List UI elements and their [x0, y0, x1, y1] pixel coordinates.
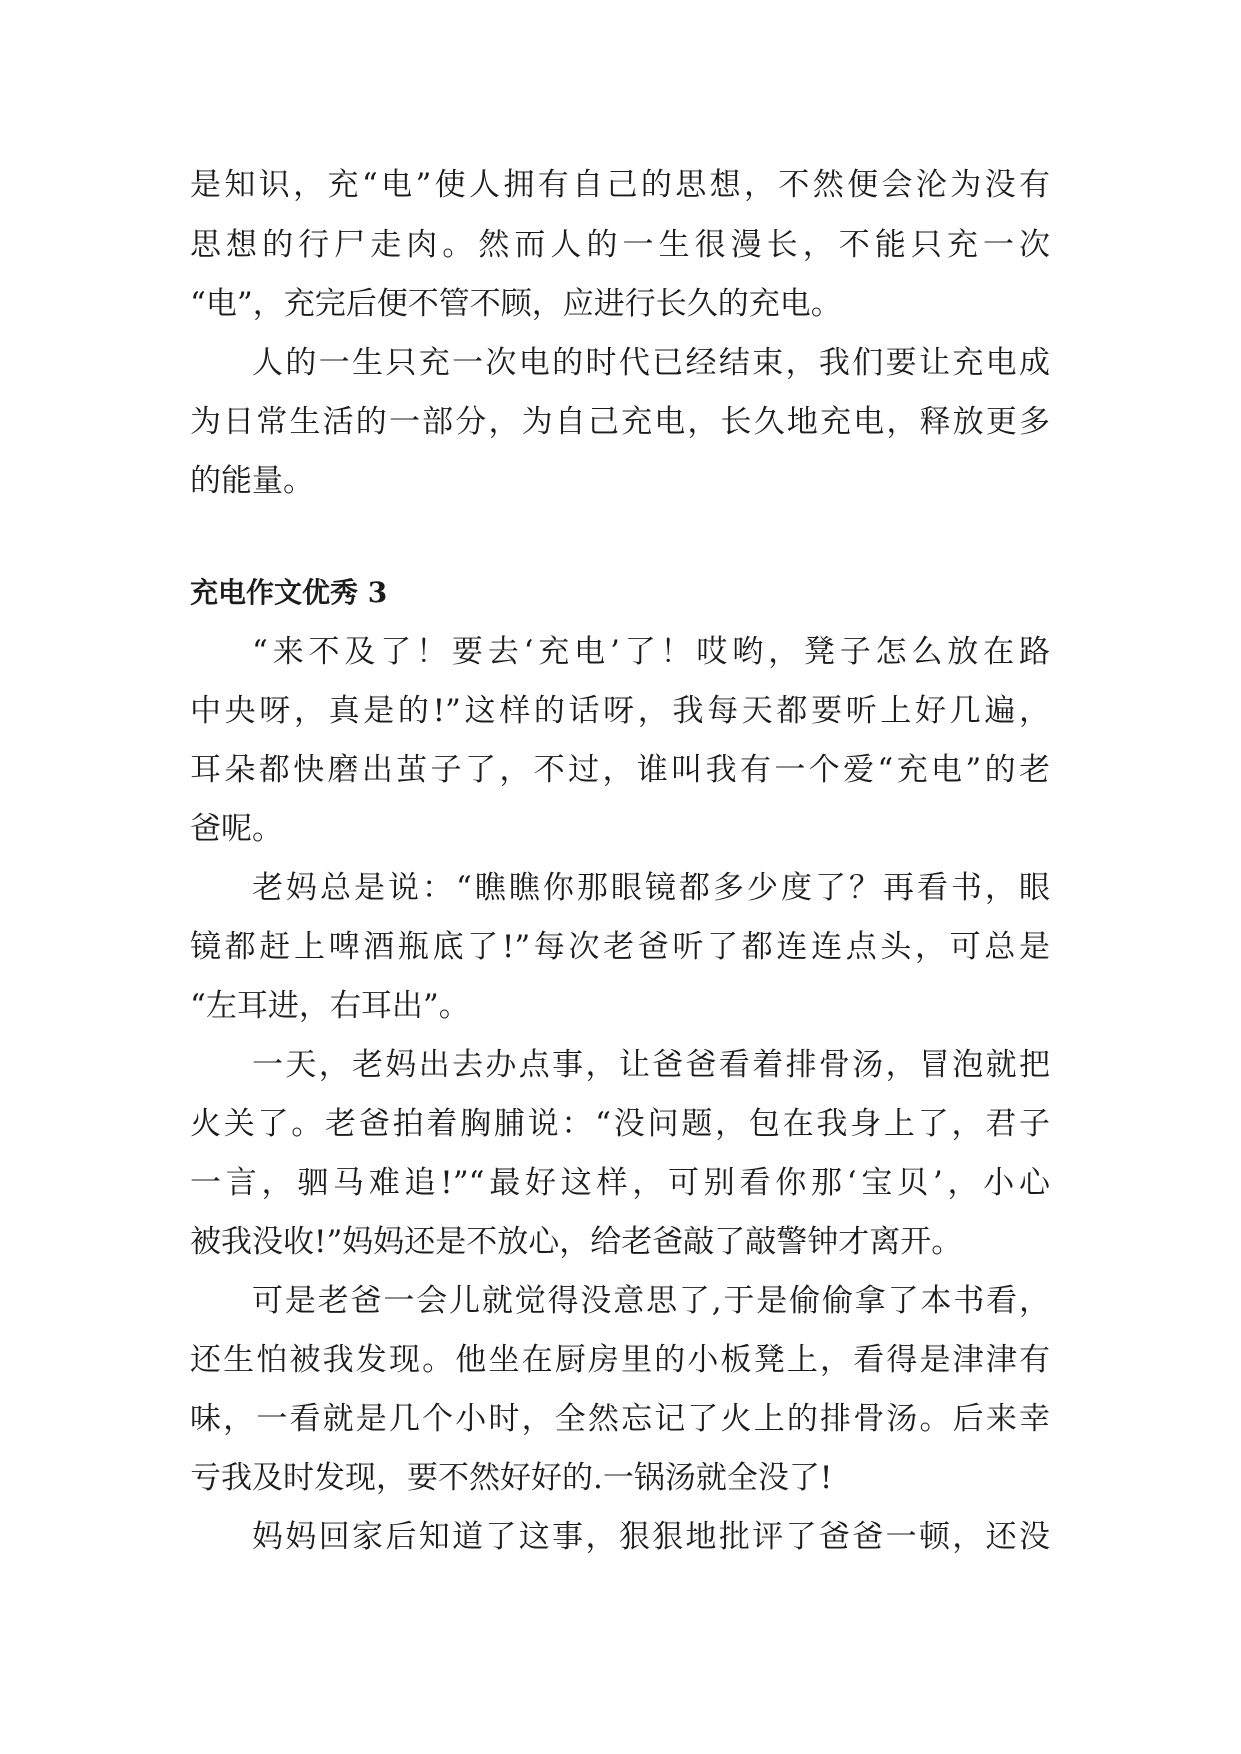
text-line: 爸呢。: [190, 811, 283, 847]
text-line: 人的一生只充一次电的时代已经结束，我们要让充电成: [252, 345, 1050, 381]
text-line: 还生怕被我发现。他坐在厨房里的小板凳上，看得是津津有: [190, 1342, 1050, 1378]
text-line: 亏我及时发现，要不然好好的.一锅汤就全没了!: [190, 1460, 833, 1496]
text-line: “左耳进，右耳出”。: [190, 988, 470, 1024]
text-line: 可是老爸一会儿就觉得没意思了,于是偷偷拿了本书看，: [252, 1283, 1050, 1319]
text-line: 火关了。老爸拍着胸脯说：“没问题，包在我身上了，君子: [190, 1106, 1050, 1142]
section-heading: 充电作文优秀 3: [190, 576, 388, 609]
text-line: 镜都赶上啤酒瓶底了!”每次老爸听了都连连点头，可总是: [190, 929, 1050, 965]
text-line: 耳朵都快磨出茧子了，不过，谁叫我有一个爱“充电”的老: [190, 752, 1050, 788]
text-line: 老妈总是说：“瞧瞧你那眼镜都多少度了？再看书，眼: [252, 870, 1050, 906]
text-line: 的能量。: [190, 463, 314, 499]
text-line: 妈妈回家后知道了这事，狠狠地批评了爸爸一顿，还没: [252, 1519, 1050, 1555]
text-line: 一天，老妈出去办点事，让爸爸看着排骨汤，冒泡就把: [252, 1047, 1050, 1083]
text-line: 中央呀，真是的!”这样的话呀，我每天都要听上好几遍，: [190, 693, 1050, 729]
text-line: 思想的行尸走肉。然而人的一生很漫长，不能只充一次: [190, 227, 1050, 263]
text-line: 一言，驷马难追!”“最好这样，可别看你那‘宝贝’，小心: [190, 1165, 1050, 1201]
text-line: 被我没收!”妈妈还是不放心，给老爸敲了敲警钟才离开。: [190, 1224, 963, 1260]
text-line: 为日常生活的一部分，为自己充电，长久地充电，释放更多: [190, 404, 1050, 440]
text-line: 味，一看就是几个小时，全然忘记了火上的排骨汤。后来幸: [190, 1401, 1050, 1437]
text-line: 是知识，充“电”使人拥有自己的思想，不然便会沦为没有: [190, 167, 1050, 203]
text-line: “电”，充完后便不管不顾，应进行长久的充电。: [190, 286, 842, 322]
text-line: “来不及了！要去‘充电’了！哎哟，凳子怎么放在路: [252, 634, 1050, 670]
